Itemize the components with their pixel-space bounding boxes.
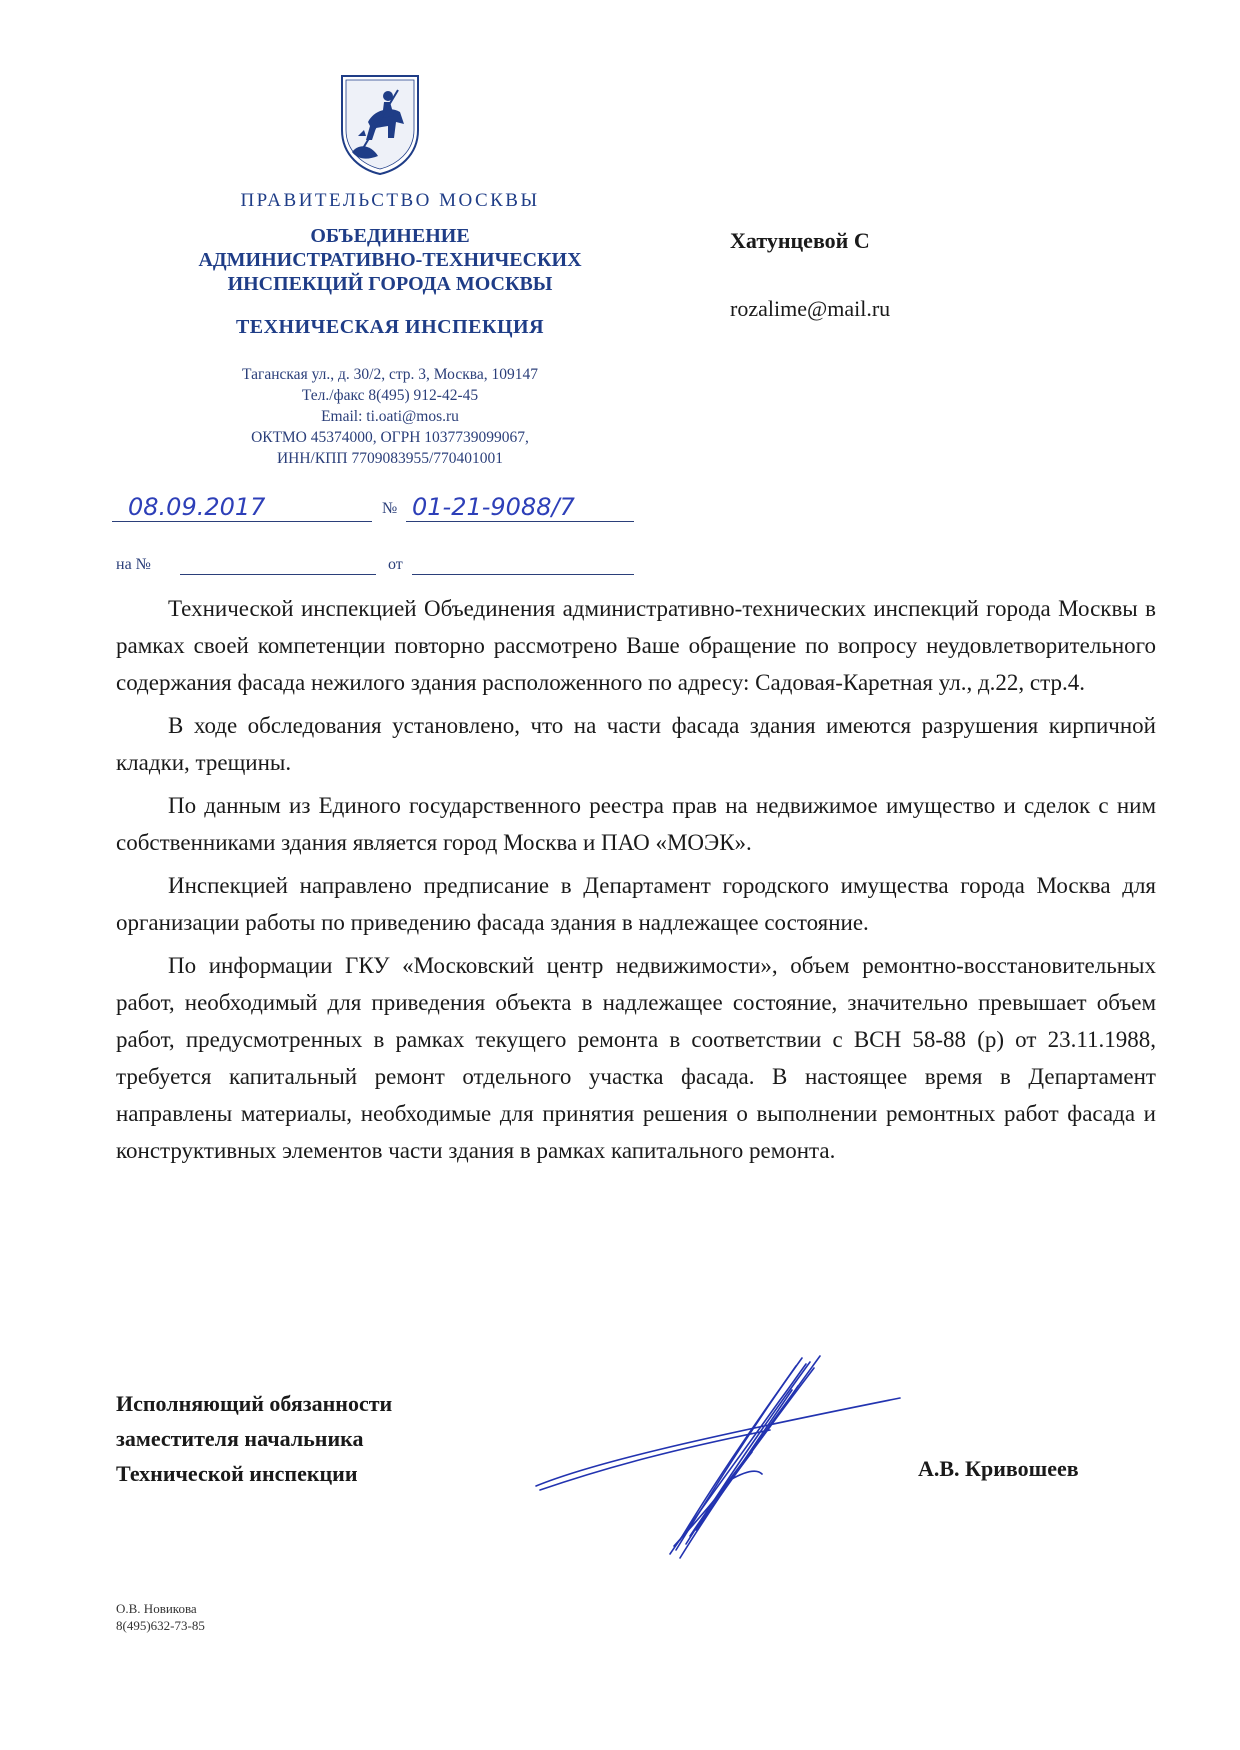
organization-line: ОБЪЕДИНЕНИЕ bbox=[310, 225, 470, 247]
registration-number: 01-21-9088/7 bbox=[406, 492, 634, 522]
moscow-coat-of-arms-icon bbox=[338, 72, 422, 176]
body-paragraph: По данным из Единого государственного реестра прав на недвижимое имущество и сделок с ним собственниками здания является город Москва и ПАО «МОЭК». bbox=[116, 793, 1156, 855]
registration-number-label: № bbox=[382, 500, 398, 517]
signer-position-line: Технической инспекции bbox=[116, 1461, 358, 1486]
body-paragraph: В ходе обследования установлено, что на части фасада здания имеются разрушения кирпичной кладки, трещины. bbox=[116, 713, 1156, 775]
letter-body bbox=[116, 590, 1156, 1169]
reference-from-label: от bbox=[388, 556, 403, 573]
contact-phone: Тел./факс 8(495) 912-42-45 bbox=[301, 387, 479, 404]
body-paragraph: Инспекцией направлено предписание в Департамент городского имущества города Москва для организации работы по приведению фасада здания в надлежащее состояние. bbox=[116, 873, 1156, 935]
organization-name bbox=[120, 224, 660, 296]
executor-block bbox=[116, 1600, 205, 1634]
executor-phone: 8(495)632-73-85 bbox=[116, 1618, 205, 1633]
addressee-email: rozalime@mail.ru bbox=[730, 296, 891, 321]
reference-number-label: на № bbox=[116, 556, 151, 573]
signer-position-line: заместителя начальника bbox=[116, 1426, 364, 1451]
reference-from-line bbox=[412, 574, 634, 575]
contact-inn: ИНН/КПП 7709083955/770401001 bbox=[276, 450, 504, 467]
contact-oktmo: ОКТМО 45374000, ОГРН 1037739099067, bbox=[251, 429, 529, 446]
contact-address: Таганская ул., д. 30/2, стр. 3, Москва, 109147 bbox=[242, 366, 538, 383]
addressee-name: Хатунцевой С bbox=[730, 228, 870, 253]
contact-email: Email: ti.oati@mos.ru bbox=[321, 408, 459, 425]
organization-line: АДМИНИСТРАТИВНО-ТЕХНИЧЕСКИХ bbox=[198, 249, 582, 271]
contacts-block bbox=[120, 364, 660, 469]
body-paragraph: По информации ГКУ «Московский центр недвижимости», объем ремонтно-восстановительных работ, необходимый для приведения объекта в надлежащее состояние, значительно превышает объем работ, предусмотренных в рамках текущего ремонта в соответствии с ВСН 58-88 (р) от 23.11.1988, требуется капитальный ремонт отдельного участка фасада. В настоящее время в Департамент направлены материалы, необходимые для принятия решения о выполнении ремонтных работ фасада и конструктивных элементов части здания в рамках капитального ремонта. bbox=[116, 953, 1156, 1163]
department-name: ТЕХНИЧЕСКАЯ ИНСПЕКЦИЯ bbox=[235, 316, 545, 338]
signer-position bbox=[116, 1386, 392, 1491]
body-paragraph: Технической инспекцией Объединения административно-технических инспекций города Москвы в рамках своей компетенции повторно рассмотрено Ваше обращение по вопросу неудовлетворительного содержания фасада нежилого здания расположенного по адресу: Садовая-Каретная ул., д.22, стр.4. bbox=[116, 596, 1156, 695]
signer-position-line: Исполняющий обязанности bbox=[116, 1391, 393, 1416]
organization-line: ИНСПЕКЦИЙ ГОРОДА МОСКВЫ bbox=[227, 273, 553, 295]
handwritten-signature-icon bbox=[530, 1340, 910, 1570]
signer-name: А.В. Кривошеев bbox=[918, 1456, 1079, 1481]
executor-name: О.В. Новикова bbox=[116, 1601, 197, 1616]
reference-number-line bbox=[180, 574, 376, 575]
government-name: ПРАВИТЕЛЬСТВО МОСКВЫ bbox=[240, 190, 540, 211]
registration-date: 08.09.2017 bbox=[112, 492, 372, 522]
